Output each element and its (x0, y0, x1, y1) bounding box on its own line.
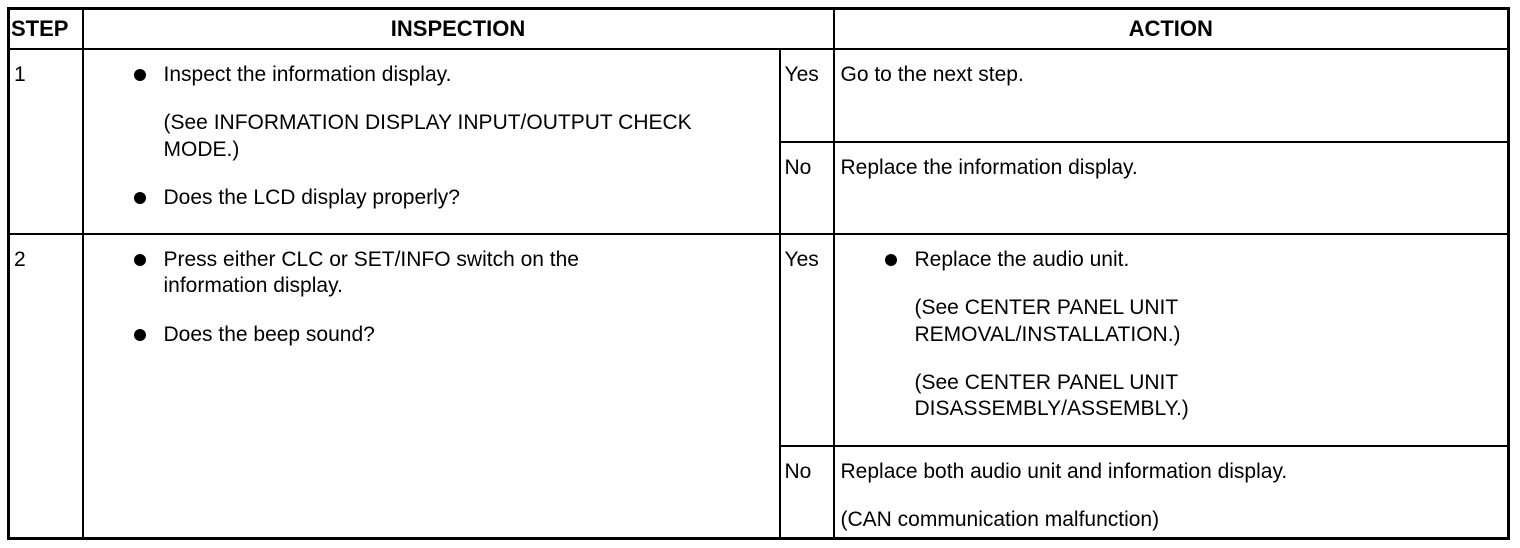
inspection-list (84, 50, 779, 211)
list-item (84, 322, 779, 348)
table-row (9, 49, 1509, 142)
table-row (9, 234, 1509, 446)
reference-text: (See CENTER PANEL UNIT DISASSEMBLY/ASSEMBLY.) (914, 370, 1189, 420)
header-step: STEP (9, 9, 83, 50)
inspection-text: Inspect the information display. (163, 63, 452, 86)
header-action: ACTION (834, 9, 1509, 50)
list-item (84, 247, 684, 300)
action-list (835, 235, 1508, 422)
step-number: 1 (9, 49, 83, 234)
header-row (9, 9, 1509, 50)
action-no: Replace the information display. (834, 142, 1509, 235)
bullet-icon (885, 254, 897, 266)
inspection-text: Does the LCD display properly? (163, 185, 460, 209)
reference-text: (See CENTER PANEL UNIT REMOVAL/INSTALLATION.) (914, 296, 1181, 346)
list-item (84, 62, 779, 163)
action-text: Replace the audio unit. (914, 248, 1130, 271)
inspection-cell (83, 234, 780, 539)
action-yes (834, 234, 1509, 446)
inspection-text: Press either CLC or SET/INFO switch on the information display. (163, 248, 579, 298)
action-text: Replace both audio unit and information display. (840, 460, 1288, 483)
bullet-icon (134, 329, 146, 341)
note-text: (CAN communication malfunction) (840, 508, 1160, 532)
bullet-icon (134, 192, 146, 204)
action-no (834, 446, 1509, 539)
diagnostic-table (7, 7, 1510, 540)
header-inspection: INSPECTION (83, 9, 834, 50)
answer-no: No (780, 446, 834, 539)
reference-text: (See INFORMATION DISPLAY INPUT/OUTPUT CHECK MODE.) (163, 111, 692, 161)
list-item (835, 247, 1275, 422)
inspection-list (84, 235, 779, 348)
bullet-icon (134, 69, 146, 81)
answer-no: No (780, 142, 834, 235)
answer-yes: Yes (780, 49, 834, 142)
step-number: 2 (9, 234, 83, 539)
action-yes: Go to the next step. (834, 49, 1509, 142)
inspection-text: Does the beep sound? (163, 322, 375, 346)
list-item (84, 185, 779, 211)
bullet-icon (134, 254, 146, 266)
answer-yes: Yes (780, 234, 834, 446)
inspection-cell (83, 49, 780, 234)
